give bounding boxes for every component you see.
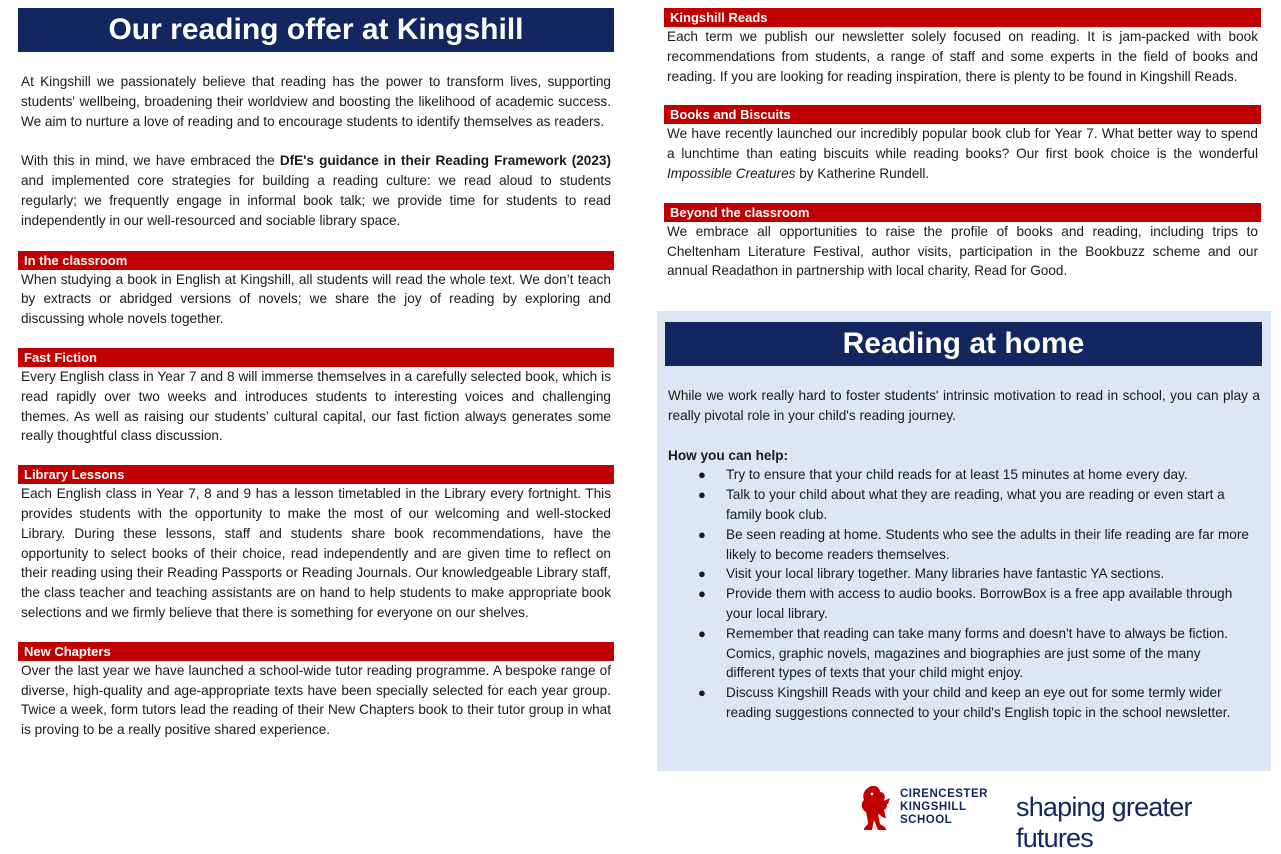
section-text-library-lessons: Each English class in Year 7, 8 and 9 has a lesson timetabled in the Library every fortnight. This provides students with the opportunity to make the most of our welcoming and well-stocked Library. During these lessons, staff and students share book recommendations, have the opportunity to select books of their choice, read independently and are given time to reflect on their reading using their Reading Passports or Reading Journals. Our knowledgeable Library staff, the class teacher and teaching assistants are on hand to help students to make appropriate book selections and we firmly believe that there is something for everyone on our shelves.	[21, 486, 611, 620]
help-tips-list	[668, 465, 1260, 722]
reading-at-home-intro: While we work really hard to foster students' intrinsic motivation to read in school, you can play a really pivotal role in your child's reading journey.	[668, 388, 1260, 423]
footer	[858, 782, 1268, 853]
list-item	[668, 485, 1260, 525]
list-item	[668, 564, 1260, 584]
tip-text: Visit your local library together. Many libraries have fantastic YA sections.	[726, 566, 1165, 582]
bullet-icon: ●	[698, 526, 706, 542]
intro-paragraph: At Kingshill we passionately believe that reading has the power to transform lives, supporting students' wellbeing, broadening their worldview and boosting the likelihood of academic success. We aim to nurture a love of reading and to encourage students to identify themselves as readers.	[21, 74, 611, 129]
section-heading-library-lessons: Library Lessons	[18, 465, 614, 484]
bullet-icon: ●	[698, 566, 706, 582]
school-name	[900, 788, 988, 827]
framework-link-text: DfE's guidance in their Reading Framework (2023)	[279, 153, 612, 169]
tip-text: Provide them with access to audio books. BorrowBox is a free app available through your local library.	[726, 586, 1233, 621]
section-text-fast-fiction: Every English class in Year 7 and 8 will immerse themselves in a carefully selected book, which is read rapidly over two weeks and introduces students to interesting voices and challenging themes. As well as raising our students’ cultural capital, our fast fiction always generates some really thoughtful class discussion.	[21, 368, 611, 444]
right-column	[664, 8, 1261, 281]
tip-text: Discuss Kingshill Reads with your child and keep an eye out for some termly wider reading suggestions connected to your child's English topic in the school newsletter.	[726, 685, 1231, 720]
left-column	[18, 8, 614, 740]
reading-at-home-title: Reading at home	[665, 322, 1262, 366]
bullet-icon: ●	[698, 467, 706, 483]
framework-text-start: With this in mind, we have embraced the	[21, 153, 280, 169]
section-heading-fast-fiction: Fast Fiction	[18, 348, 614, 367]
section-heading-beyond-classroom: Beyond the classroom	[664, 203, 1261, 222]
list-item	[668, 465, 1260, 485]
section-heading-new-chapters: New Chapters	[18, 642, 614, 661]
books-biscuits-text-end: by Katherine Rundell.	[795, 165, 930, 181]
list-item	[668, 525, 1260, 565]
school-name-line: KINGSHILL	[900, 801, 967, 813]
help-label: How you can help:	[668, 447, 789, 463]
list-item	[668, 624, 1260, 683]
lion-crest-icon	[858, 784, 892, 832]
framework-paragraph	[18, 151, 614, 230]
school-name-line: CIRENCESTER	[900, 788, 988, 800]
bullet-icon: ●	[698, 685, 706, 701]
framework-text-end: and implemented core strategies for building a reading culture: we read aloud to students regularly; we frequently engage in informal book talk; we provide time for students to read independently in our well-resourced and sociable library space.	[21, 173, 611, 228]
section-heading-classroom: In the classroom	[18, 251, 614, 270]
list-item	[668, 683, 1260, 723]
section-text-books-biscuits	[664, 124, 1261, 183]
bullet-icon: ●	[698, 625, 706, 641]
tip-text: Remember that reading can take many forms and doesn't have to always be fiction. Comics, graphic novels, magazines and biographies are just some of the many different types of texts that your child might enjoy.	[726, 625, 1229, 681]
list-item	[668, 584, 1260, 624]
tip-text: Talk to your child about what they are reading, what you are reading or even start a family book club.	[726, 487, 1225, 522]
school-name-line: SCHOOL	[900, 814, 953, 826]
book-title: Impossible Creatures	[667, 165, 796, 181]
section-text-classroom: When studying a book in English at Kingshill, all students will read the whole text. We don’t teach by extracts or abridged versions of novels; we share the joy of reading by exploring and discussing whole novels together.	[21, 271, 611, 327]
section-heading-kingshill-reads: Kingshill Reads	[664, 8, 1261, 27]
tip-text: Try to ensure that your child reads for at least 15 minutes at home every day.	[726, 467, 1188, 483]
reading-at-home-body	[668, 386, 1260, 723]
school-tagline: shaping greater futures	[1016, 792, 1192, 853]
books-biscuits-text-start: We have recently launched our incredibly popular book club for Year 7. What better way to spend a lunchtime than eating biscuits while reading books? Our first book choice is the wonderful	[667, 126, 1258, 162]
reading-at-home-panel	[657, 311, 1271, 771]
section-text-new-chapters: Over the last year we have launched a school-wide tutor reading programme. A bespoke range of diverse, high-quality and age-appropriate texts have been specially selected for each year group. Twice a week, form tutors lead the reading of their New Chapters book to their tutor group in what is proving to be a really positive shared experience.	[21, 662, 611, 738]
tip-text: Be seen reading at home. Students who see the adults in their life reading are far more likely to become readers themselves.	[726, 526, 1249, 562]
section-text-beyond-classroom: We embrace all opportunities to raise the profile of books and reading, including trips to Cheltenham Literature Festival, author visits, participation in the Bookbuzz scheme and our annual Readathon in partnership with local charity, Read for Good.	[667, 223, 1258, 279]
page-title: Our reading offer at Kingshill	[18, 8, 614, 52]
bullet-icon: ●	[698, 487, 706, 503]
section-heading-books-biscuits: Books and Biscuits	[664, 105, 1261, 124]
bullet-icon: ●	[698, 586, 706, 602]
section-text-kingshill-reads: Each term we publish our newsletter solely focused on reading. It is jam-packed with book recommendations from students, a range of staff and some experts in the field of books and reading. If you are looking for reading inspiration, there is plenty to be found in Kingshill Reads.	[667, 29, 1258, 84]
